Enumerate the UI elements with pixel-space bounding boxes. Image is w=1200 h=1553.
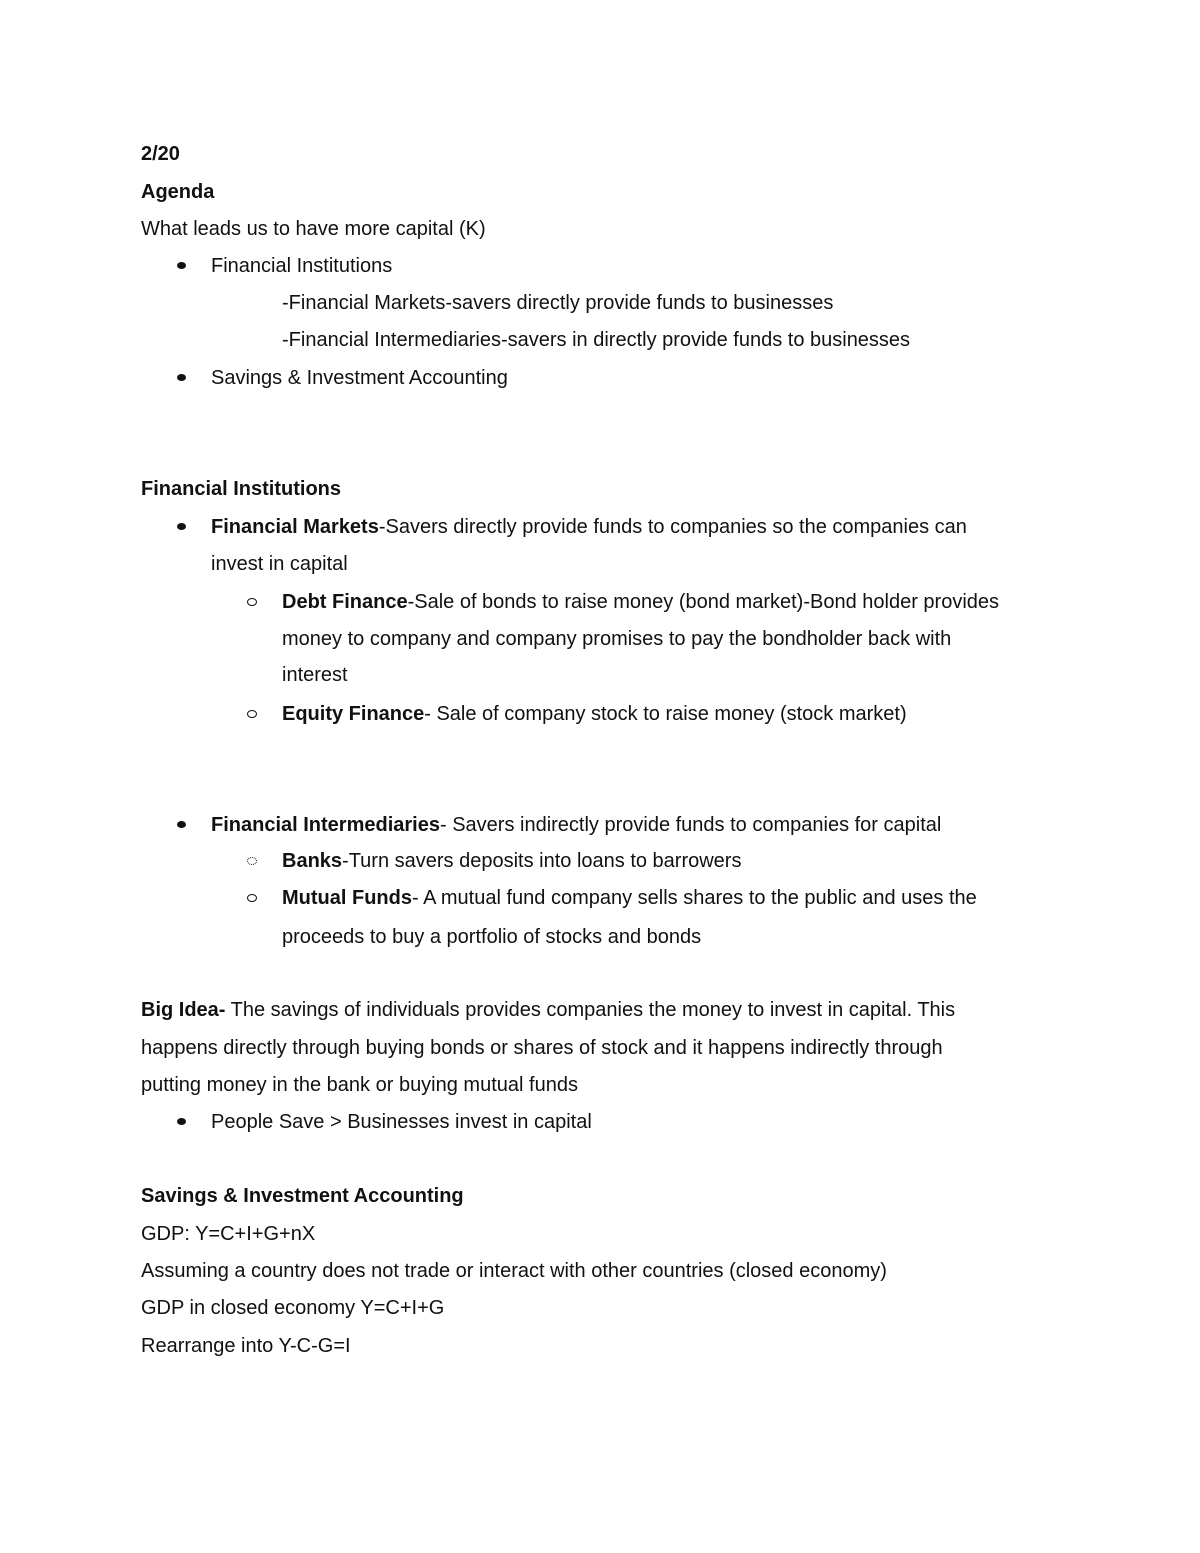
bullet-circle-icon	[247, 710, 257, 718]
big-idea-bullet: People Save > Businesses invest in capital	[211, 1111, 592, 1133]
date-heading: 2/20	[141, 143, 180, 165]
mutual-funds-desc: - A mutual fund company sells shares to the public and uses the	[411, 887, 977, 909]
bullet-circle-icon	[247, 598, 257, 606]
financial-institutions-heading: Financial Institutions	[141, 478, 342, 500]
bullet-dot-icon	[177, 262, 186, 269]
bullet-dot-icon	[177, 523, 186, 530]
equity-finance-item	[282, 702, 907, 726]
accounting-heading: Savings & Investment Accounting	[141, 1185, 464, 1207]
bullet-dot-icon	[177, 1118, 186, 1125]
agenda-item-savings: Savings & Investment Accounting	[211, 367, 508, 389]
big-idea-text-cont: happens directly through buying bonds or shares of stock and it happens indirectly through	[141, 1037, 943, 1059]
accounting-closed-economy: Assuming a country does not trade or interact with other countries (closed economy)	[141, 1260, 887, 1282]
bullet-circle-icon	[247, 894, 257, 902]
banks-term: Banks	[282, 850, 343, 872]
financial-markets-desc: -Savers directly provide funds to companies so the companies can	[378, 516, 967, 538]
financial-intermediaries-item	[211, 813, 941, 837]
financial-markets-item	[211, 515, 967, 539]
mutual-funds-item	[282, 886, 977, 910]
agenda-heading: Agenda	[141, 181, 215, 203]
mutual-funds-term: Mutual Funds	[282, 887, 412, 909]
bullet-dot-icon	[177, 821, 186, 828]
banks-desc: -Turn savers deposits into loans to barrowers	[342, 850, 742, 872]
banks-item	[282, 849, 741, 873]
agenda-item-financial-institutions: Financial Institutions	[211, 255, 393, 277]
debt-finance-desc: -Sale of bonds to raise money (bond market)-Bond holder provides	[407, 591, 1000, 613]
financial-intermediaries-desc: - Savers indirectly provide funds to companies for capital	[439, 814, 942, 836]
accounting-rearrange: Rearrange into Y-C-G=I	[141, 1335, 351, 1357]
mutual-funds-desc-cont: proceeds to buy a portfolio of stocks and bonds	[282, 926, 702, 948]
financial-intermediaries-term: Financial Intermediaries	[211, 814, 440, 836]
debt-finance-term: Debt Finance	[282, 591, 408, 613]
accounting-gdp-formula: GDP: Y=C+I+G+nX	[141, 1223, 316, 1245]
equity-finance-desc: - Sale of company stock to raise money (stock market)	[424, 703, 907, 725]
agenda-intro: What leads us to have more capital (K)	[141, 218, 486, 240]
agenda-subitem-markets: -Financial Markets-savers directly provide funds to businesses	[282, 292, 834, 314]
financial-markets-term: Financial Markets	[211, 516, 379, 538]
bullet-dot-icon	[177, 374, 186, 381]
big-idea-text-end: putting money in the bank or buying mutual funds	[141, 1074, 578, 1096]
big-idea-paragraph	[141, 998, 955, 1022]
equity-finance-term: Equity Finance	[282, 703, 425, 725]
bullet-circle-icon	[247, 857, 257, 865]
debt-finance-item	[282, 590, 999, 614]
big-idea-label: Big Idea-	[141, 999, 226, 1021]
debt-finance-desc-end: interest	[282, 664, 348, 686]
big-idea-text: The savings of individuals provides companies the money to invest in capital. This	[225, 999, 956, 1021]
agenda-subitem-intermediaries: -Financial Intermediaries-savers in directly provide funds to businesses	[282, 329, 911, 351]
accounting-closed-gdp: GDP in closed economy Y=C+I+G	[141, 1297, 445, 1319]
debt-finance-desc-cont: money to company and company promises to pay the bondholder back with	[282, 628, 952, 650]
financial-markets-desc-cont: invest in capital	[211, 553, 348, 575]
